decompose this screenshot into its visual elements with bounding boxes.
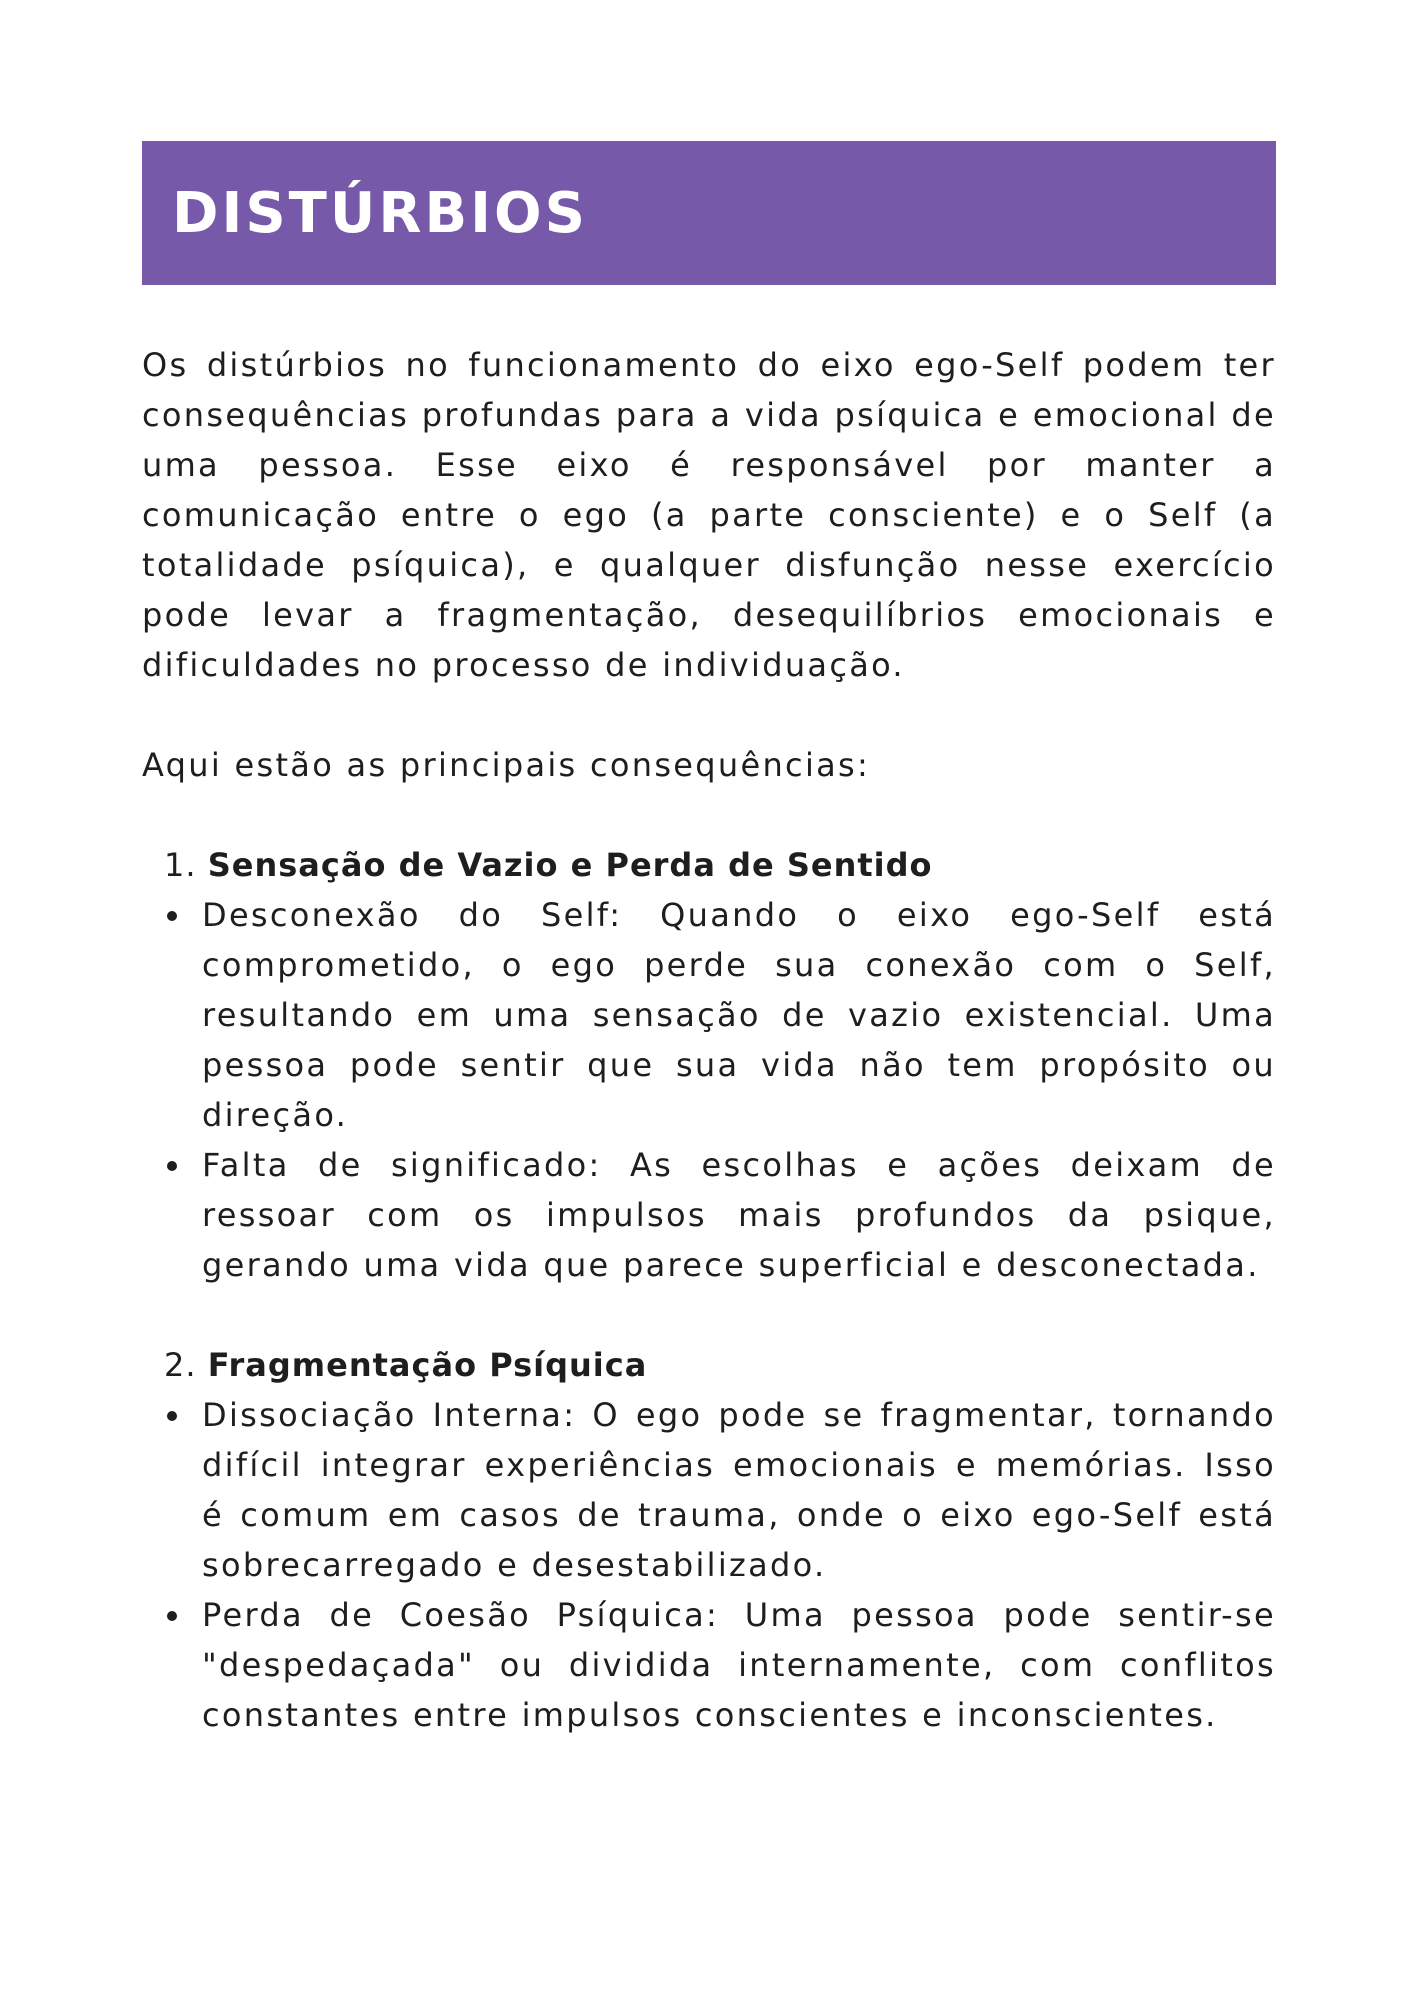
bullet-list [142, 890, 1276, 1290]
section-title: Fragmentação Psíquica [207, 1346, 648, 1384]
document-page [142, 141, 1276, 1740]
bullet-item: Perda de Coesão Psíquica: Uma pessoa pode sentir-se "despedaçada" ou dividida internamente, com conflitos constantes entre impulsos conscientes e inconscientes. [142, 1590, 1276, 1740]
section-number: 2. [164, 1346, 197, 1384]
consequences-lead: Aqui estão as principais consequências: [142, 746, 871, 784]
bullet-item: Desconexão do Self: Quando o eixo ego-Self está comprometido, o ego perde sua conexão com o Self, resultando em uma sensação de vazio existencial. Uma pessoa pode sentir que sua vida não tem propósito ou direção. [142, 890, 1276, 1140]
title-banner [142, 141, 1276, 285]
section-number: 1. [164, 846, 197, 884]
section-2 [142, 1340, 1276, 1740]
bullet-list [142, 1390, 1276, 1740]
bullet-item: Dissociação Interna: O ego pode se fragmentar, tornando difícil integrar experiências emocionais e memórias. Isso é comum em casos de trauma, onde o eixo ego-Self está sobrecarregado e desestabilizado. [142, 1390, 1276, 1590]
section-heading [164, 840, 1276, 890]
page-title: DISTÚRBIOS [172, 180, 588, 246]
section-1 [142, 840, 1276, 1290]
bullet-item: Falta de significado: As escolhas e ações deixam de ressoar com os impulsos mais profundos da psique, gerando uma vida que parece superficial e desconectada. [142, 1140, 1276, 1290]
section-heading [164, 1340, 1276, 1390]
intro-paragraph: Os distúrbios no funcionamento do eixo ego-Self podem ter consequências profundas para a vida psíquica e emocional de uma pessoa. Esse eixo é responsável por manter a comunicação entre o ego (a parte consciente) e o Self (a totalidade psíquica), e qualquer disfunção nesse exercício pode levar a fragmentação, desequilíbrios emocionais e dificuldades no processo de individuação. [142, 346, 1276, 684]
section-title: Sensação de Vazio e Perda de Sentido [207, 846, 933, 884]
